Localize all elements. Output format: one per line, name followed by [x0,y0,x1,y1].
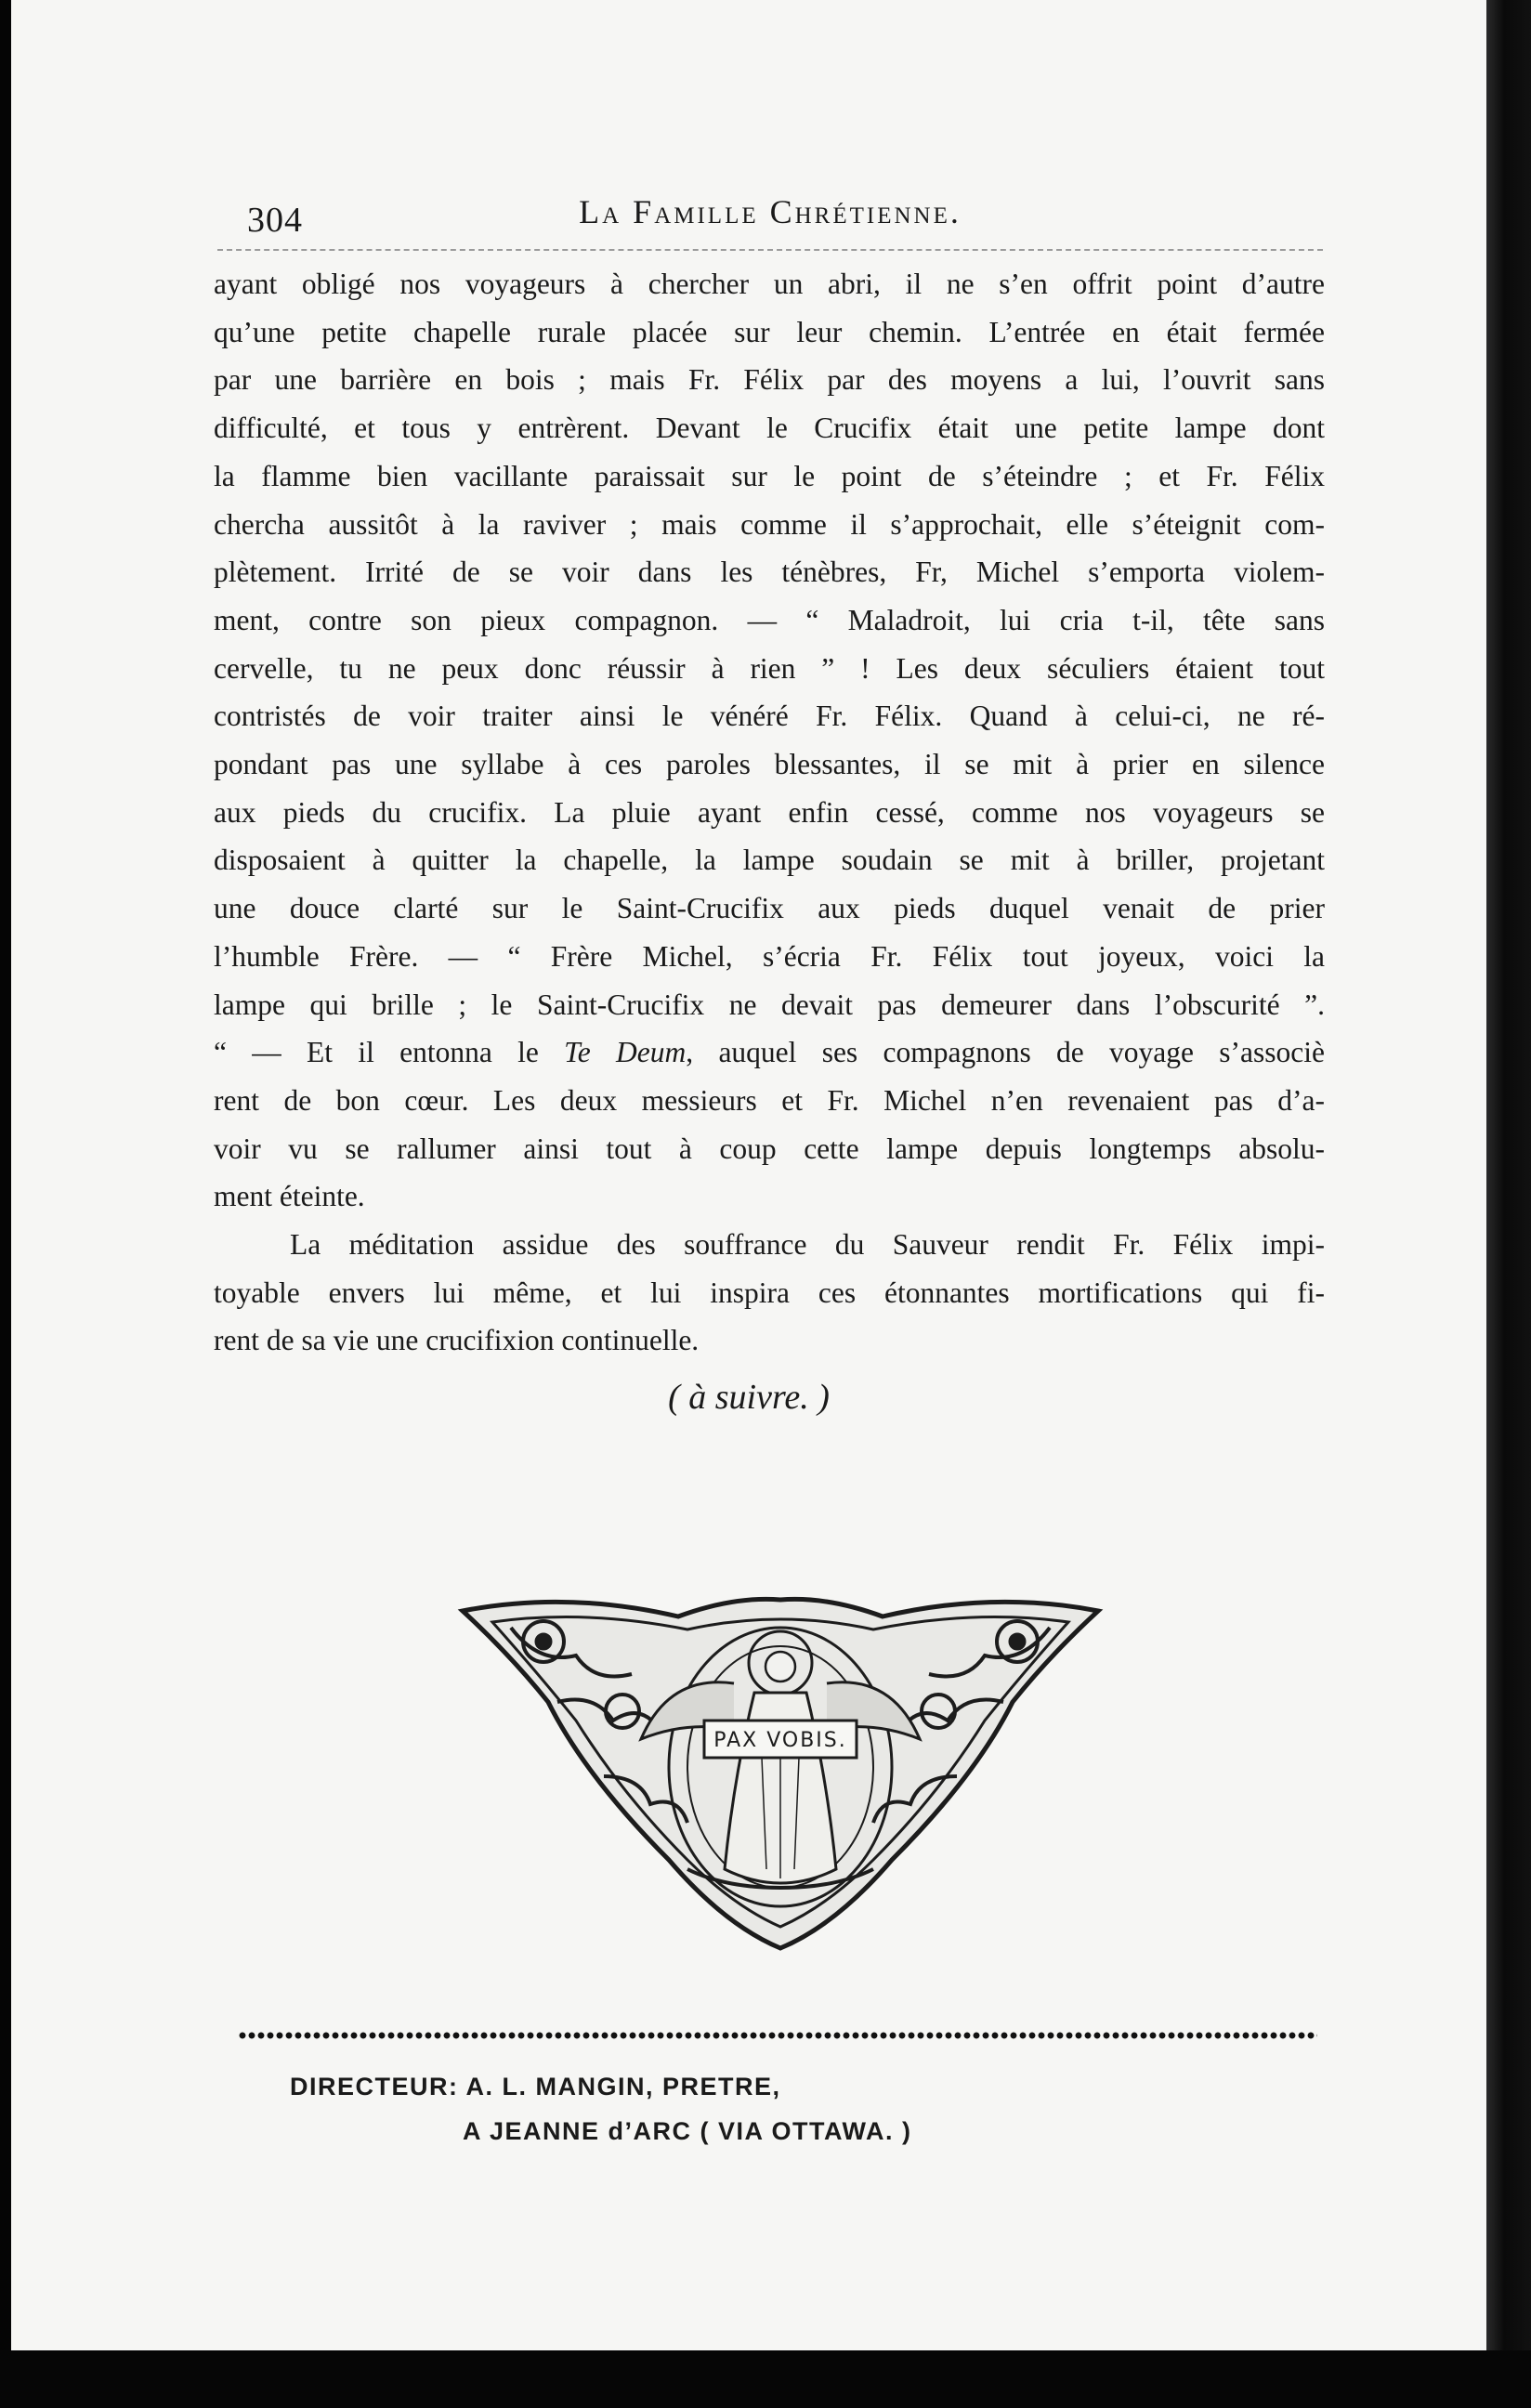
dotted-rule [238,2029,1317,2042]
text-line: disposaient à quitter la chapelle, la lampe soudain se mit à briller, projetant [214,844,1325,877]
text-line: rent de sa vie une crucifixion continuelle. [214,1324,700,1357]
text-line: difficulté, et tous y entrèrent. Devant le Crucifix était une petite lampe dont [214,412,1325,445]
text-line: l’humble Frère. — “ Frère Michel, s’écria Fr. Félix tout joyeux, voici la [214,939,1325,973]
text-line: plètement. Irrité de se voir dans les ténèbres, Fr, Michel s’emporta violem- [214,556,1325,589]
running-title: La Famille Chrétienne. [579,193,962,230]
scan-right-edge [1486,0,1531,2408]
scanned-page [11,0,1486,2360]
text-line: une douce clarté sur le Saint-Crucifix aux pieds duquel venait de prier [214,892,1325,925]
imprint [290,2064,912,2153]
scan-bottom-edge [0,2350,1531,2408]
text-line: chercha aussitôt à la raviver ; mais comme il s’approchait, elle s’éteignit com- [214,507,1325,541]
text-line: ment, contre son pieux compagnon. — “ Maladroit, lui cria t-il, tête sans [214,603,1325,636]
header-rule [217,249,1323,251]
text-line: contristés de voir traiter ainsi le vénéré Fr. Félix. Quand à celui-ci, ne ré- [214,700,1325,733]
text-line: “ — Et il entonna le Te Deum, auquel ses compagnons de voyage s’associè [214,1036,1325,1069]
text-line: voir vu se rallumer ainsi tout à coup cette lampe depuis longtemps absolu- [214,1132,1325,1165]
text-line: lampe qui brille ; le Saint-Crucifix ne devait pas demeurer dans l’obscurité ”. [214,988,1325,1021]
text-line: aux pieds du crucifix. La pluie ayant enfin cessé, comme nos voyageurs se [214,795,1325,829]
text-line: ment éteinte. [214,1180,365,1213]
text-line: pondant pas une syllabe à ces paroles blessantes, il se mit à prier en silence [214,748,1325,781]
text-line: par une barrière en bois ; mais Fr. Félix par des moyens a lui, l’ouvrit sans [214,363,1325,397]
text-line: cervelle, tu ne peux donc réussir à rien ” ! Les deux séculiers étaient tout [214,651,1325,685]
text-line: La méditation assidue des souffrance du Sauveur rendit Fr. Félix impi- [290,1228,1325,1262]
text-line: la flamme bien vacillante paraissait sur le point de s’éteindre ; et Fr. Félix [214,459,1325,492]
text-line: ayant obligé nos voyageurs à chercher un abri, il ne s’en offrit point d’autre [214,268,1325,300]
body-text [214,260,1325,1365]
text-line: toyable envers lui même, et lui inspira ces étonnantes mortifications qui fi- [214,1276,1325,1309]
text-line: qu’une petite chapelle rurale placée sur leur chemin. L’entrée en était fermée [214,315,1325,348]
page-header [217,181,1323,246]
to-be-continued: ( à suivre. ) [668,1378,830,1417]
text-line: rent de bon cœur. Les deux messieurs et Fr. Michel n’en revenaient pas d’a- [214,1083,1325,1117]
imprint-address: A JEANNE d’ARC ( VIA OTTAWA. ) [463,2117,912,2145]
pax-vobis-vignette [455,1590,1106,1953]
vignette-caption: PAX VOBIS. [713,1729,847,1752]
imprint-director: DIRECTEUR: A. L. MANGIN, PRETRE, [290,2073,781,2100]
page-number: 304 [247,201,303,240]
